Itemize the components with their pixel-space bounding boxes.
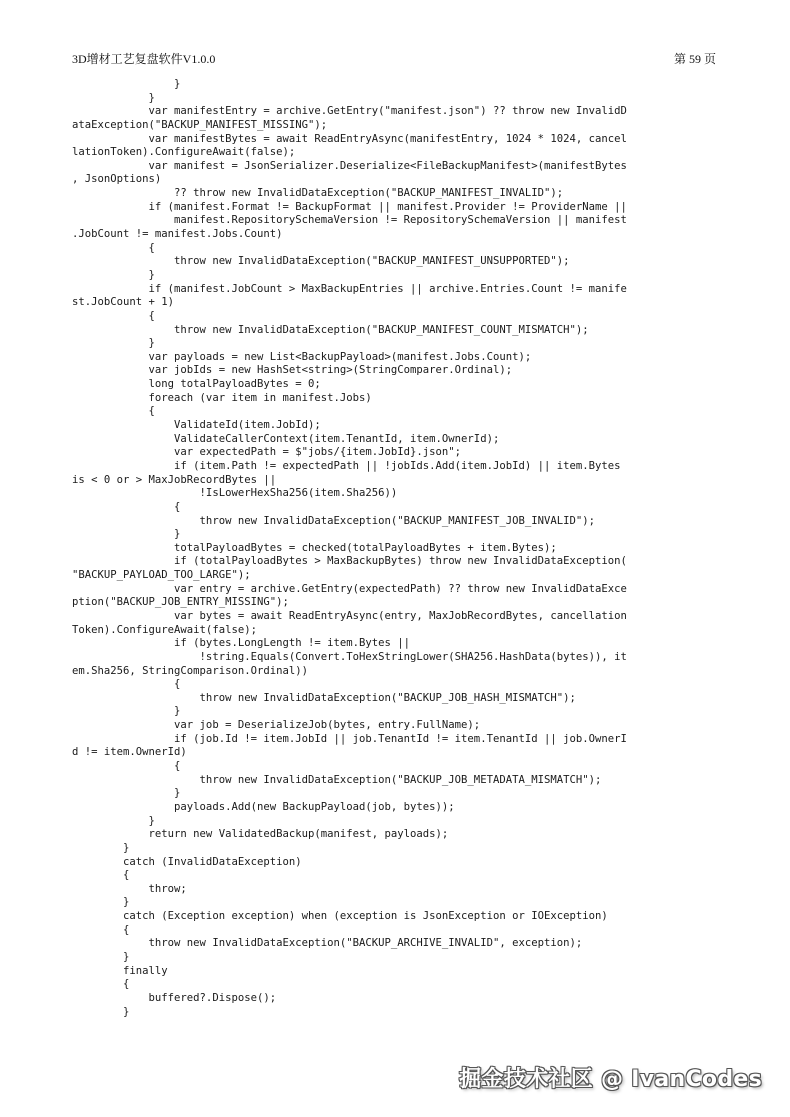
code-line: } bbox=[72, 1005, 130, 1018]
code-line: if (job.Id != item.JobId || job.TenantId != item.TenantId || job.OwnerI bbox=[72, 732, 627, 745]
code-line: Token).ConfigureAwait(false); bbox=[72, 623, 257, 636]
code-line: , JsonOptions) bbox=[72, 173, 162, 186]
code-line: if (manifest.JobCount > MaxBackupEntries || archive.Entries.Count != manife bbox=[72, 282, 627, 295]
code-line: var jobIds = new HashSet<string>(StringComparer.Ordinal); bbox=[72, 364, 513, 377]
code-line: payloads.Add(new BackupPayload(job, bytes)); bbox=[72, 800, 455, 813]
code-line: ataException("BACKUP_MANIFEST_MISSING"); bbox=[72, 118, 328, 131]
code-line: throw new InvalidDataException("BACKUP_MANIFEST_UNSUPPORTED"); bbox=[72, 255, 570, 268]
code-line: } bbox=[72, 337, 155, 350]
code-line: { bbox=[72, 869, 130, 882]
code-line: ?? throw new InvalidDataException("BACKUP_MANIFEST_INVALID"); bbox=[72, 187, 564, 200]
code-line: } bbox=[72, 814, 155, 827]
code-line: d != item.OwnerId) bbox=[72, 746, 187, 759]
code-line: throw new InvalidDataException("BACKUP_JOB_METADATA_MISMATCH"); bbox=[72, 773, 602, 786]
code-line: !IsLowerHexSha256(item.Sha256)) bbox=[72, 487, 398, 500]
code-line: ValidateCallerContext(item.TenantId, item.OwnerId); bbox=[72, 432, 500, 445]
code-line: ption("BACKUP_JOB_ENTRY_MISSING"); bbox=[72, 596, 289, 609]
code-line: var payloads = new List<BackupPayload>(manifest.Jobs.Count); bbox=[72, 350, 532, 363]
code-line: } bbox=[72, 78, 181, 90]
code-line: lationToken).ConfigureAwait(false); bbox=[72, 146, 296, 159]
code-line: throw new InvalidDataException("BACKUP_JOB_HASH_MISMATCH"); bbox=[72, 691, 576, 704]
code-line: } bbox=[72, 91, 155, 104]
code-line: var manifestBytes = await ReadEntryAsync(manifestEntry, 1024 * 1024, cancel bbox=[72, 132, 627, 145]
code-block bbox=[72, 78, 652, 1019]
code-line: } bbox=[72, 951, 130, 963]
code-line: st.JobCount + 1) bbox=[72, 296, 175, 309]
code-line: catch (InvalidDataException) bbox=[72, 855, 302, 868]
code-line: { bbox=[72, 923, 130, 936]
document-title: 3D增材工艺复盘软件V1.0.0 bbox=[72, 52, 216, 66]
code-line: catch (Exception exception) when (exception is JsonException or IOException) bbox=[72, 910, 608, 923]
code-line: return new ValidatedBackup(manifest, payloads); bbox=[72, 828, 449, 841]
code-line: is < 0 or > MaxJobRecordBytes || bbox=[72, 473, 277, 486]
code-line: if (item.Path != expectedPath || !jobIds.Add(item.JobId) || item.Bytes bbox=[72, 459, 621, 472]
code-line: ValidateId(item.JobId); bbox=[72, 419, 321, 432]
code-line: } bbox=[72, 705, 181, 718]
code-line: !string.Equals(Convert.ToHexStringLower(SHA256.HashData(bytes)), it bbox=[72, 650, 627, 663]
code-line: var entry = archive.GetEntry(expectedPath) ?? throw new InvalidDataExce bbox=[72, 582, 627, 595]
code-line: } bbox=[72, 841, 130, 854]
code-line: if (manifest.Format != BackupFormat || manifest.Provider != ProviderName || bbox=[72, 200, 627, 213]
code-line: finally bbox=[72, 964, 168, 977]
code-line: } bbox=[72, 787, 181, 800]
code-line: { bbox=[72, 500, 181, 513]
code-line: var bytes = await ReadEntryAsync(entry, MaxJobRecordBytes, cancellation bbox=[72, 609, 627, 622]
code-line: buffered?.Dispose(); bbox=[72, 991, 277, 1004]
code-line: } bbox=[72, 896, 130, 909]
page-number: 第 59 页 bbox=[673, 52, 716, 66]
code-line: var job = DeserializeJob(bytes, entry.FullName); bbox=[72, 719, 481, 732]
code-line: manifest.RepositorySchemaVersion != RepositorySchemaVersion || manifest bbox=[72, 214, 627, 227]
code-line: if (bytes.LongLength != item.Bytes || bbox=[72, 637, 411, 650]
code-line: var manifest = JsonSerializer.Deserialize<FileBackupManifest>(manifestBytes bbox=[72, 159, 627, 172]
code-line: if (totalPayloadBytes > MaxBackupBytes) throw new InvalidDataException( bbox=[72, 555, 627, 568]
code-line: em.Sha256, StringComparison.Ordinal)) bbox=[72, 664, 308, 677]
code-line: var manifestEntry = archive.GetEntry("manifest.json") ?? throw new InvalidD bbox=[72, 105, 627, 118]
code-line: { bbox=[72, 309, 155, 322]
code-line: "BACKUP_PAYLOAD_TOO_LARGE"); bbox=[72, 569, 251, 582]
code-line: { bbox=[72, 978, 130, 991]
code-line: .JobCount != manifest.Jobs.Count) bbox=[72, 228, 283, 241]
watermark: 掘金技术社区 @ IvanCodes bbox=[459, 1067, 762, 1092]
code-line: { bbox=[72, 405, 155, 418]
code-line: } bbox=[72, 268, 155, 281]
code-line: foreach (var item in manifest.Jobs) bbox=[72, 391, 372, 404]
code-line: throw; bbox=[72, 882, 187, 895]
code-line: throw new InvalidDataException("BACKUP_MANIFEST_JOB_INVALID"); bbox=[72, 514, 595, 527]
page-header bbox=[72, 50, 716, 66]
code-line: throw new InvalidDataException("BACKUP_MANIFEST_COUNT_MISMATCH"); bbox=[72, 323, 589, 336]
code-line: var expectedPath = $"jobs/{item.JobId}.json"; bbox=[72, 446, 462, 459]
code-line: { bbox=[72, 760, 181, 773]
code-line: { bbox=[72, 678, 181, 691]
code-line: totalPayloadBytes = checked(totalPayloadBytes + item.Bytes); bbox=[72, 541, 557, 554]
code-line: long totalPayloadBytes = 0; bbox=[72, 378, 321, 391]
code-line: throw new InvalidDataException("BACKUP_ARCHIVE_INVALID", exception); bbox=[72, 937, 583, 950]
code-line: { bbox=[72, 241, 155, 254]
code-line: } bbox=[72, 528, 181, 541]
